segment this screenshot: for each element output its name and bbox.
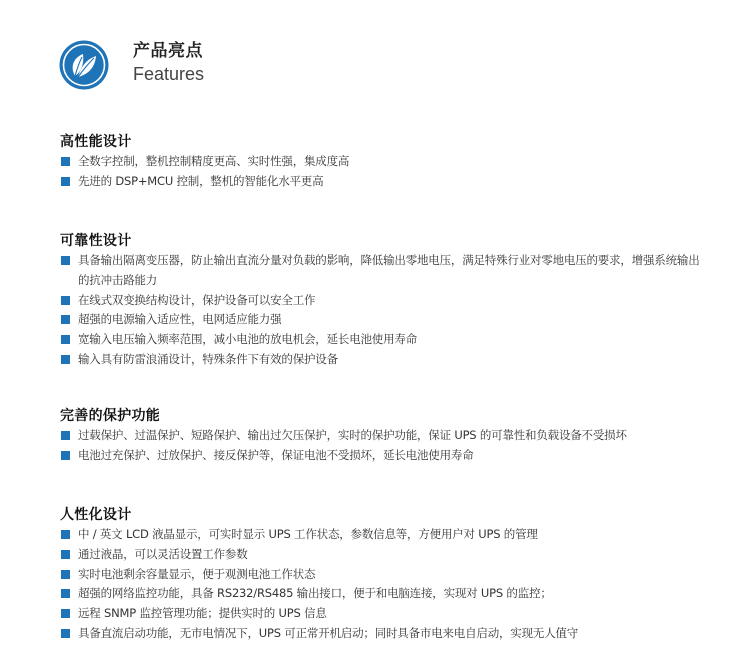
list-item xyxy=(60,426,710,446)
square-bullet-icon xyxy=(61,431,70,440)
list-item xyxy=(60,604,710,624)
square-bullet-icon xyxy=(61,629,70,638)
square-bullet-icon xyxy=(61,256,70,265)
section-heading: 可靠性设计 xyxy=(60,233,132,249)
item-text: 在线式双变换结构设计，保护设备可以安全工作 xyxy=(78,292,316,307)
list-item xyxy=(60,545,710,565)
feature-list xyxy=(60,251,710,370)
item-text: 远程 SNMP 监控管理功能；提供实时的 UPS 信息 xyxy=(78,606,327,621)
item-text: 电池过充保护、过放保护、接反保护等，保证电池不受损坏，延长电池使用寿命 xyxy=(78,447,474,462)
list-item xyxy=(60,172,710,192)
section-heading: 人性化设计 xyxy=(60,507,132,523)
feature-list xyxy=(60,152,710,192)
item-text: 具备输出隔离变压器，防止输出直流分量对负载的影响，降低输出零地电压，满足特殊行业对零地电压的要求，增强系统输出的抗冲击路能力 xyxy=(78,253,700,287)
section-protection xyxy=(60,406,710,466)
square-bullet-icon xyxy=(61,157,70,166)
square-bullet-icon xyxy=(61,570,70,579)
page-title: 产品亮点 xyxy=(133,41,203,61)
item-text: 中 / 英文 LCD 液晶显示，可实时显示 UPS 工作状态，参数信息等，方便用户对 UPS 的管理 xyxy=(78,527,538,541)
item-text: 具备直流启动功能，无市电情况下，UPS 可正常开机启动；同时具备市电来电自启动，实现无人值守 xyxy=(78,625,579,640)
list-item xyxy=(60,152,710,172)
square-bullet-icon xyxy=(61,335,70,344)
feature-list xyxy=(60,525,710,644)
item-text: 过载保护、过温保护、短路保护、输出过欠压保护，实时的保护功能，保证 UPS 的可靠性和负载设备不受损坏 xyxy=(78,428,627,442)
list-item xyxy=(60,350,710,370)
list-item xyxy=(60,446,710,466)
leaf-circle-icon xyxy=(58,39,110,91)
page-subtitle: Features xyxy=(133,64,205,84)
square-bullet-icon xyxy=(61,451,70,460)
item-text: 实时电池剩余容量显示，便于观测电池工作状态 xyxy=(78,566,316,581)
square-bullet-icon xyxy=(61,609,70,618)
section-usability xyxy=(60,505,710,644)
item-text: 宽输入电压输入频率范围，减小电池的放电机会，延长电池使用寿命 xyxy=(78,332,417,347)
list-item xyxy=(60,584,710,604)
list-item xyxy=(60,310,710,330)
feature-list xyxy=(60,426,710,466)
square-bullet-icon xyxy=(61,177,70,186)
item-text: 超强的电源输入适应性，电网适应能力强 xyxy=(78,312,282,327)
list-item xyxy=(60,565,710,585)
square-bullet-icon xyxy=(61,550,70,559)
square-bullet-icon xyxy=(61,355,70,364)
section-heading: 完善的保护功能 xyxy=(60,408,161,424)
list-item xyxy=(60,291,710,311)
section-heading: 高性能设计 xyxy=(60,134,132,150)
list-item xyxy=(60,330,710,350)
item-text: 超强的网络监控功能，具备 RS232/RS485 输出接口，便于和电脑连接，实现对 UPS 的监控； xyxy=(78,586,552,601)
list-item xyxy=(60,251,710,291)
page-header xyxy=(133,40,204,86)
item-text: 全数字控制，整机控制精度更高、实时性强，集成度高 xyxy=(78,154,350,168)
square-bullet-icon xyxy=(61,315,70,324)
square-bullet-icon xyxy=(61,530,70,539)
item-text: 输入具有防雷浪涌设计，特殊条件下有效的保护设备 xyxy=(78,351,338,366)
square-bullet-icon xyxy=(61,589,70,598)
section-performance xyxy=(60,132,710,192)
item-text: 通过液晶，可以灵活设置工作参数 xyxy=(78,546,248,561)
square-bullet-icon xyxy=(61,296,70,305)
section-reliability xyxy=(60,231,710,370)
list-item xyxy=(60,624,710,644)
item-text: 先进的 DSP+MCU 控制，整机的智能化水平更高 xyxy=(78,173,324,188)
list-item xyxy=(60,525,710,545)
